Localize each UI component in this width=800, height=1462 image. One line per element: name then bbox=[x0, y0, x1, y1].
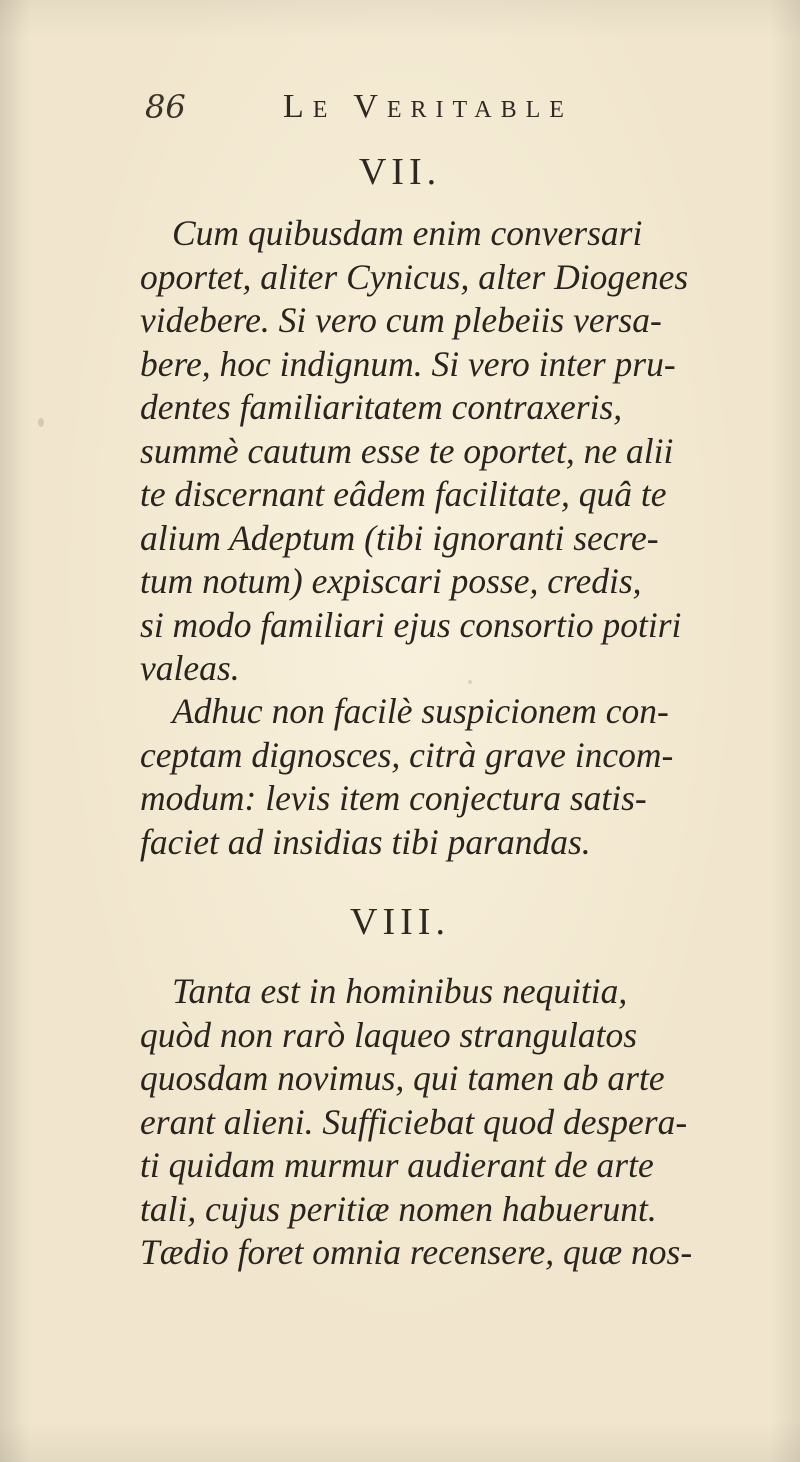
text-line: Adhuc non facilè suspicionem con- bbox=[172, 691, 669, 731]
text-line: Cum quibusdam enim conversari bbox=[172, 213, 643, 253]
text-line: oportet, aliter Cynicus, alter Diogenes bbox=[140, 256, 689, 297]
text-line: tum notum) expiscari posse, credis, bbox=[140, 561, 642, 601]
text-line: faciet ad insidias tibi parandas. bbox=[140, 821, 591, 862]
running-title: Le Veritable bbox=[283, 88, 573, 125]
text-line: summè cautum esse te oportet, ne alii bbox=[140, 430, 674, 471]
section-heading-vii: VII. bbox=[358, 151, 442, 193]
paragraph-vii-2 bbox=[140, 690, 740, 864]
text-line: quosdam novimus, qui tamen ab arte bbox=[140, 1058, 665, 1098]
text-line: bere, hoc indignum. Si vero inter pru- bbox=[140, 343, 676, 384]
text-line: Tanta est in hominibus nequitia, bbox=[172, 971, 628, 1011]
text-line: te discernant eâdem facilitate, quâ te bbox=[140, 474, 667, 514]
text-line: quòd non rarò laqueo strangulatos bbox=[140, 1014, 638, 1055]
text-line: ceptam dignosces, citrà grave incom- bbox=[140, 734, 674, 775]
paper-speck bbox=[612, 1210, 617, 1215]
text-line: si modo familiari ejus consortio potiri bbox=[140, 604, 682, 645]
text-line: videbere. Si vero cum plebeiis versa- bbox=[140, 300, 662, 340]
text-line: valeas. bbox=[140, 648, 240, 688]
text-line: modum: levis item conjectura satis- bbox=[140, 778, 647, 818]
page-number: 86 bbox=[145, 88, 186, 126]
paper-speck bbox=[38, 418, 44, 427]
section-heading-viii: VIII. bbox=[350, 901, 450, 943]
text-line: dentes familiaritatem contraxeris, bbox=[140, 387, 623, 427]
paper-speck bbox=[468, 680, 472, 684]
paragraph-viii-1 bbox=[140, 970, 740, 1275]
text-line: alium Adeptum (tibi ignoranti secre- bbox=[140, 517, 659, 558]
page-header bbox=[145, 88, 685, 132]
text-line: tali, cujus peritiæ nomen habuerunt. bbox=[140, 1188, 657, 1229]
text-line: erant alieni. Sufficiebat quod despera- bbox=[140, 1101, 688, 1142]
text-line: ti quidam murmur audierant de arte bbox=[140, 1145, 654, 1185]
paragraph-vii-1 bbox=[140, 212, 740, 691]
text-line: Tædio foret omnia recensere, quæ nos- bbox=[140, 1232, 693, 1272]
